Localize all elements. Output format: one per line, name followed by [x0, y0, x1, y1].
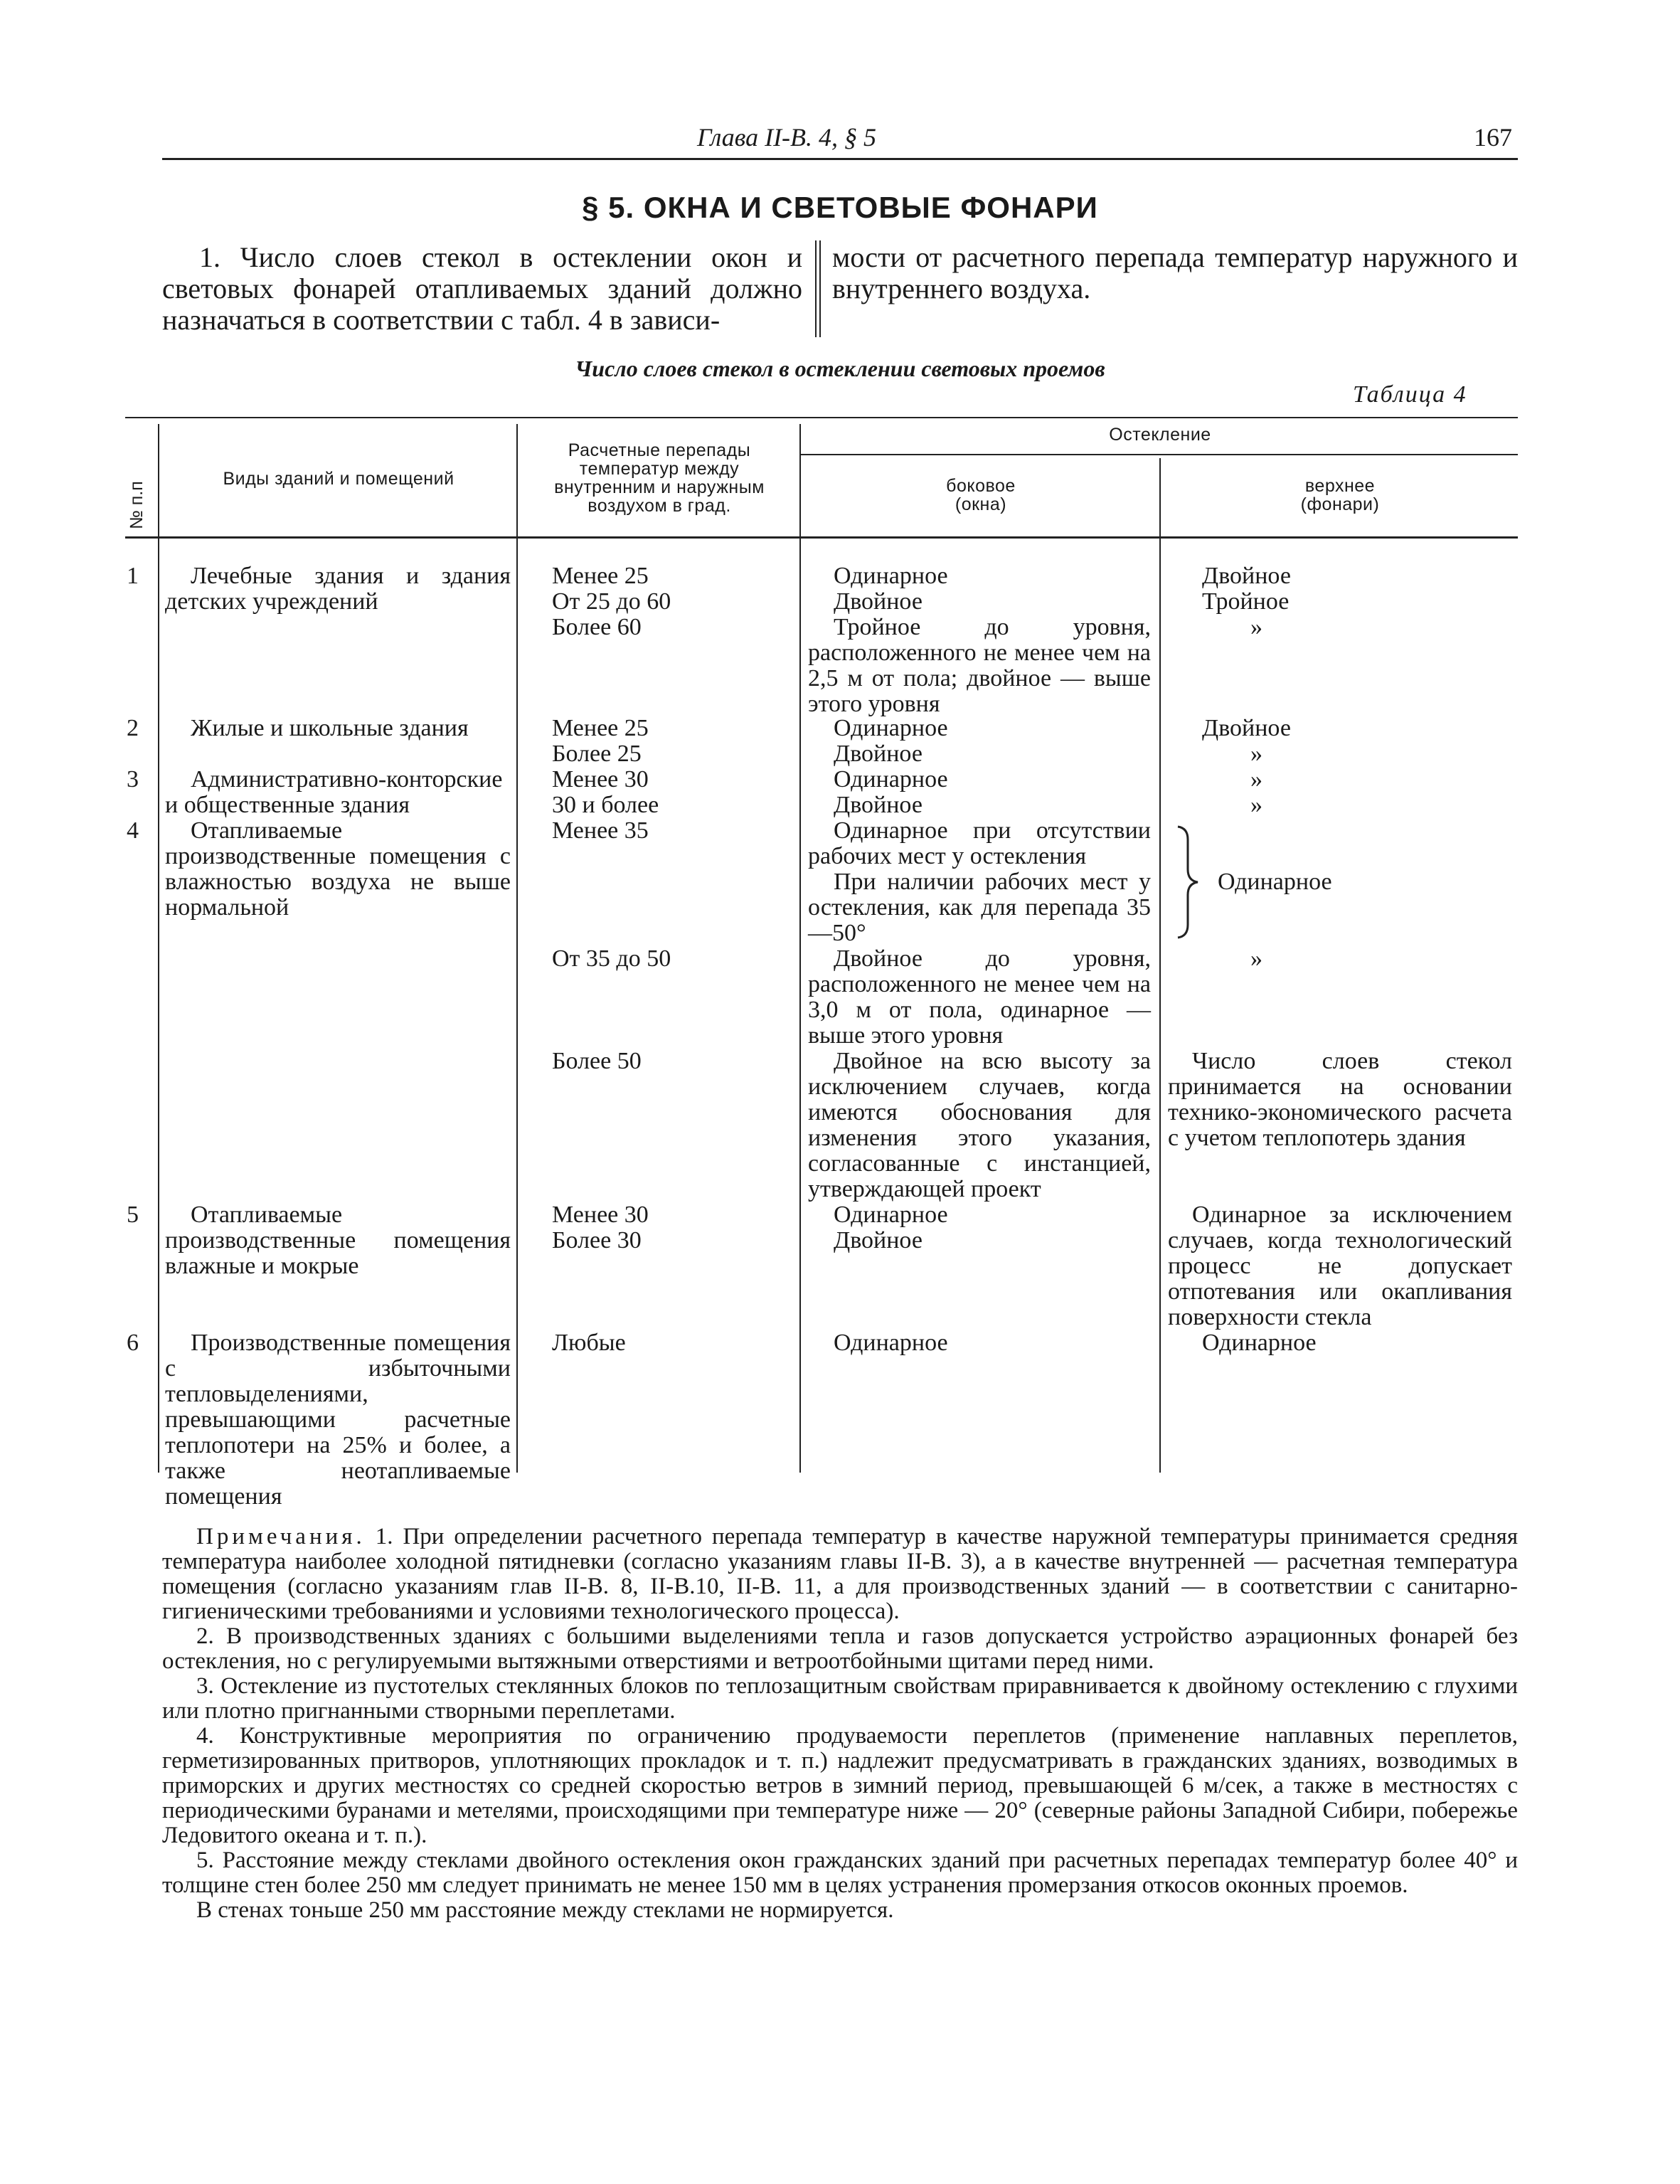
- side-value: Двойное: [834, 741, 923, 767]
- side-value: Двойное: [834, 588, 923, 615]
- row-1-side: [834, 563, 948, 615]
- row-3-delta-t: [552, 767, 659, 818]
- header-side-line: (окна): [955, 494, 1007, 514]
- row-4-delta-t-1: Менее 35: [552, 817, 649, 844]
- note-2: 2. В производственных зданиях с большими выделениями тепла и газов допускается устройство аэрационных фонарей без остекления, но с регулируемыми вытяжными отверстиями и ветроотбойными щитами перед ними.: [162, 1623, 1518, 1674]
- row-1-side-long: Тройное до уровня, расположенного не менее чем на 2,5 м от пола; двойное — выше этого уровня: [808, 614, 1151, 717]
- header-delta-t-line: температур между: [579, 459, 740, 479]
- column-divider: [815, 240, 821, 337]
- header-delta-t: [519, 441, 799, 515]
- note-1: [162, 1525, 1518, 1624]
- row-2-top: [1202, 716, 1291, 767]
- table-top-rule: [125, 417, 1518, 418]
- delta-t-value: Более 60: [552, 614, 642, 640]
- row-5-delta-t: [552, 1202, 649, 1253]
- intro-text-right: мости от расчетного перепада температур наружного и внутреннего воздуха.: [832, 241, 1518, 304]
- row-4-delta-t-3: Более 50: [552, 1048, 642, 1074]
- row-4-top-2: »: [1250, 945, 1262, 972]
- top-value: »: [1250, 741, 1262, 767]
- row-2-building: Жилые и школьные здания: [191, 715, 469, 741]
- intro-text-left: 1. Число слоев стекол в остеклении окон и световых фонарей отапливаемых зданий должно назначаться в соответствии с табл. 4 в зависи-: [162, 241, 802, 336]
- row-4-building: Отапливаемые производственные помещения с влажностью воздуха не выше нормальной: [165, 817, 511, 921]
- top-value: Двойное: [1202, 715, 1291, 741]
- row-4-side-3: Двойное до уровня, расположенного не менее чем на 3,0 м от пола, одинарное — выше этого уровня: [808, 945, 1151, 1049]
- row-3-building: Административно-конторские и общественные здания: [165, 766, 503, 818]
- row-1-delta-t: [552, 563, 671, 640]
- table-caption: Число слоев стекол в остеклении световых проемов: [575, 356, 1105, 381]
- header-side: [802, 477, 1159, 514]
- table-notes: [162, 1525, 1518, 1923]
- note-4: 4. Конструктивные мероприятия по ограничению продуваемости переплетов (применение наплавных переплетов, герметизированных притворов, уплотняющих прокладок и т. п.) надлежит предусматривать в гражданских зданиях, возводимых в приморских и других местностях со средней скоростью ветров в зимний период, превышающей 6 м/сек, а также в местностях с периодическими буранами и метелями, происходящими при температуре ниже — 20° (северные районы Западной Сибири, побережье Ледовитого океана и т. п.).: [162, 1723, 1518, 1848]
- row-3-top: [1250, 767, 1262, 818]
- table-header-rule: [125, 536, 1518, 539]
- page-number: 167: [1474, 123, 1512, 152]
- side-value: Двойное: [834, 1227, 923, 1253]
- delta-t-value: От 25 до 60: [552, 588, 671, 615]
- row-4-top-3: Число слоев стекол принимается на основании технико-экономического расчета с учетом теплопотерь здания: [1168, 1048, 1512, 1151]
- top-value: Двойное: [1202, 563, 1291, 589]
- header-delta-t-line: Расчетные перепады: [568, 440, 751, 460]
- column-rule-1: [158, 424, 159, 1473]
- delta-t-value: Менее 25: [552, 563, 649, 589]
- curly-brace-icon: [1174, 825, 1202, 939]
- row-2-side: [834, 716, 948, 767]
- top-value: »: [1250, 766, 1262, 793]
- row-4-side-4: Двойное на всю высоту за исключением случаев, когда имеются обоснования для изменения этого указания, согласованные с инстанцией, утверждающей проект: [808, 1048, 1151, 1202]
- row-4-delta-t-2: От 35 до 50: [552, 945, 671, 972]
- header-top-line: (фонари): [1300, 494, 1380, 514]
- note-5: 5. Расстояние между стеклами двойного остекления окон гражданских зданий при расчетных перепадах температур более 40° и толщине стен более 250 мм следует принимать не менее 150 мм в целях устранения промерзания откосов оконных проемов.: [162, 1848, 1518, 1898]
- row-3-num: 3: [127, 766, 139, 793]
- row-2-num: 2: [127, 715, 139, 741]
- side-value: Одинарное: [834, 563, 948, 589]
- row-6-building: Производственные помещения с избыточными тепловыделениями, превышающими расчетные теплопотери на 25% и более, а также неотапливаемые помещения: [165, 1330, 511, 1510]
- row-3-side: [834, 767, 948, 818]
- side-value: Двойное: [834, 792, 923, 818]
- note-3: 3. Остекление из пустотелых стеклянных блоков по теплозащитным свойствам приравнивается к двойному остеклению с глухими или плотно пригнанными створными переплетами.: [162, 1673, 1518, 1724]
- row-4-side-1: Одинарное при отсутствии рабочих мест у остекления: [808, 817, 1151, 869]
- header-delta-t-line: внутренним и наружным: [554, 477, 765, 497]
- delta-t-value: Менее 30: [552, 1202, 649, 1228]
- delta-t-value: 30 и более: [552, 792, 659, 818]
- row-1-num: 1: [127, 563, 139, 589]
- note-6: В стенах тоньше 250 мм расстояние между стеклами не нормируется.: [196, 1897, 894, 1923]
- row-4-side-2: При наличии рабочих мест у остекления, как для перепада 35—50°: [808, 869, 1151, 946]
- header-top-line: верхнее: [1304, 476, 1376, 496]
- column-rule-3: [799, 424, 801, 1473]
- intro-paragraph-left: [162, 242, 802, 336]
- table-number: Таблица 4: [1353, 381, 1467, 408]
- row-6-side: Одинарное: [834, 1330, 948, 1356]
- top-value: Тройное: [1202, 588, 1290, 615]
- side-value: Одинарное: [834, 715, 948, 741]
- row-5-building: Отапливаемые производственные помещения влажные и мокрые: [165, 1202, 511, 1279]
- top-value: »: [1250, 792, 1262, 818]
- intro-paragraph-right: [832, 242, 1518, 304]
- column-rule-2: [516, 424, 518, 1473]
- row-1-building: Лечебные здания и здания детских учреждений: [165, 563, 511, 615]
- header-glazing: Остекление: [1109, 425, 1211, 445]
- notes-label: Примечания.: [196, 1524, 366, 1549]
- row-5-top: Одинарное за исключением случаев, когда технологический процесс не допускает отпотевания или окапливания поверхности стекла: [1168, 1202, 1512, 1330]
- row-4-num: 4: [127, 817, 139, 844]
- header-top: [1162, 477, 1518, 514]
- top-value: »: [1250, 614, 1262, 640]
- row-6-num: 6: [127, 1330, 139, 1356]
- row-2-delta-t: [552, 716, 649, 767]
- row-4-top-1: Одинарное: [1218, 869, 1332, 895]
- delta-t-value: Более 30: [552, 1227, 642, 1253]
- header-rule: [162, 158, 1518, 160]
- delta-t-value: Более 25: [552, 741, 642, 767]
- delta-t-value: Менее 25: [552, 715, 649, 741]
- delta-t-value: Менее 30: [552, 766, 649, 793]
- row-5-side: [834, 1202, 948, 1253]
- side-value: Одинарное: [834, 1202, 948, 1228]
- header-building: Виды зданий и помещений: [223, 469, 454, 489]
- header-side-line: боковое: [946, 476, 1016, 496]
- row-5-num: 5: [127, 1202, 139, 1228]
- row-1-top: [1202, 563, 1291, 640]
- glazing-group-rule: [799, 454, 1518, 455]
- side-value: Одинарное: [834, 766, 948, 793]
- header-delta-t-line: воздухом в град.: [588, 496, 731, 516]
- header-num: № п.п: [127, 481, 147, 529]
- row-6-top: Одинарное: [1202, 1330, 1317, 1356]
- note-text: 1. При определении расчетного перепада температур в качестве наружной температуры принимается средняя температура наиболее холодной пятидневки (согласно указаниям главы II-В. 3), а в качестве внутренней — расчетная температура помещения (согласно указаниям глав II-В. 8, II-В.10, II-В. 11, а для производственных зданий — в соответствии с санитарно-гигиеническими требованиями и условиями технологического процесса).: [162, 1524, 1518, 1624]
- running-header: Глава II-В. 4, § 5: [697, 123, 877, 152]
- row-6-delta-t: Любые: [552, 1330, 626, 1356]
- section-title: § 5. ОКНА И СВЕТОВЫЕ ФОНАРИ: [582, 191, 1098, 224]
- column-rule-4: [1159, 458, 1161, 1473]
